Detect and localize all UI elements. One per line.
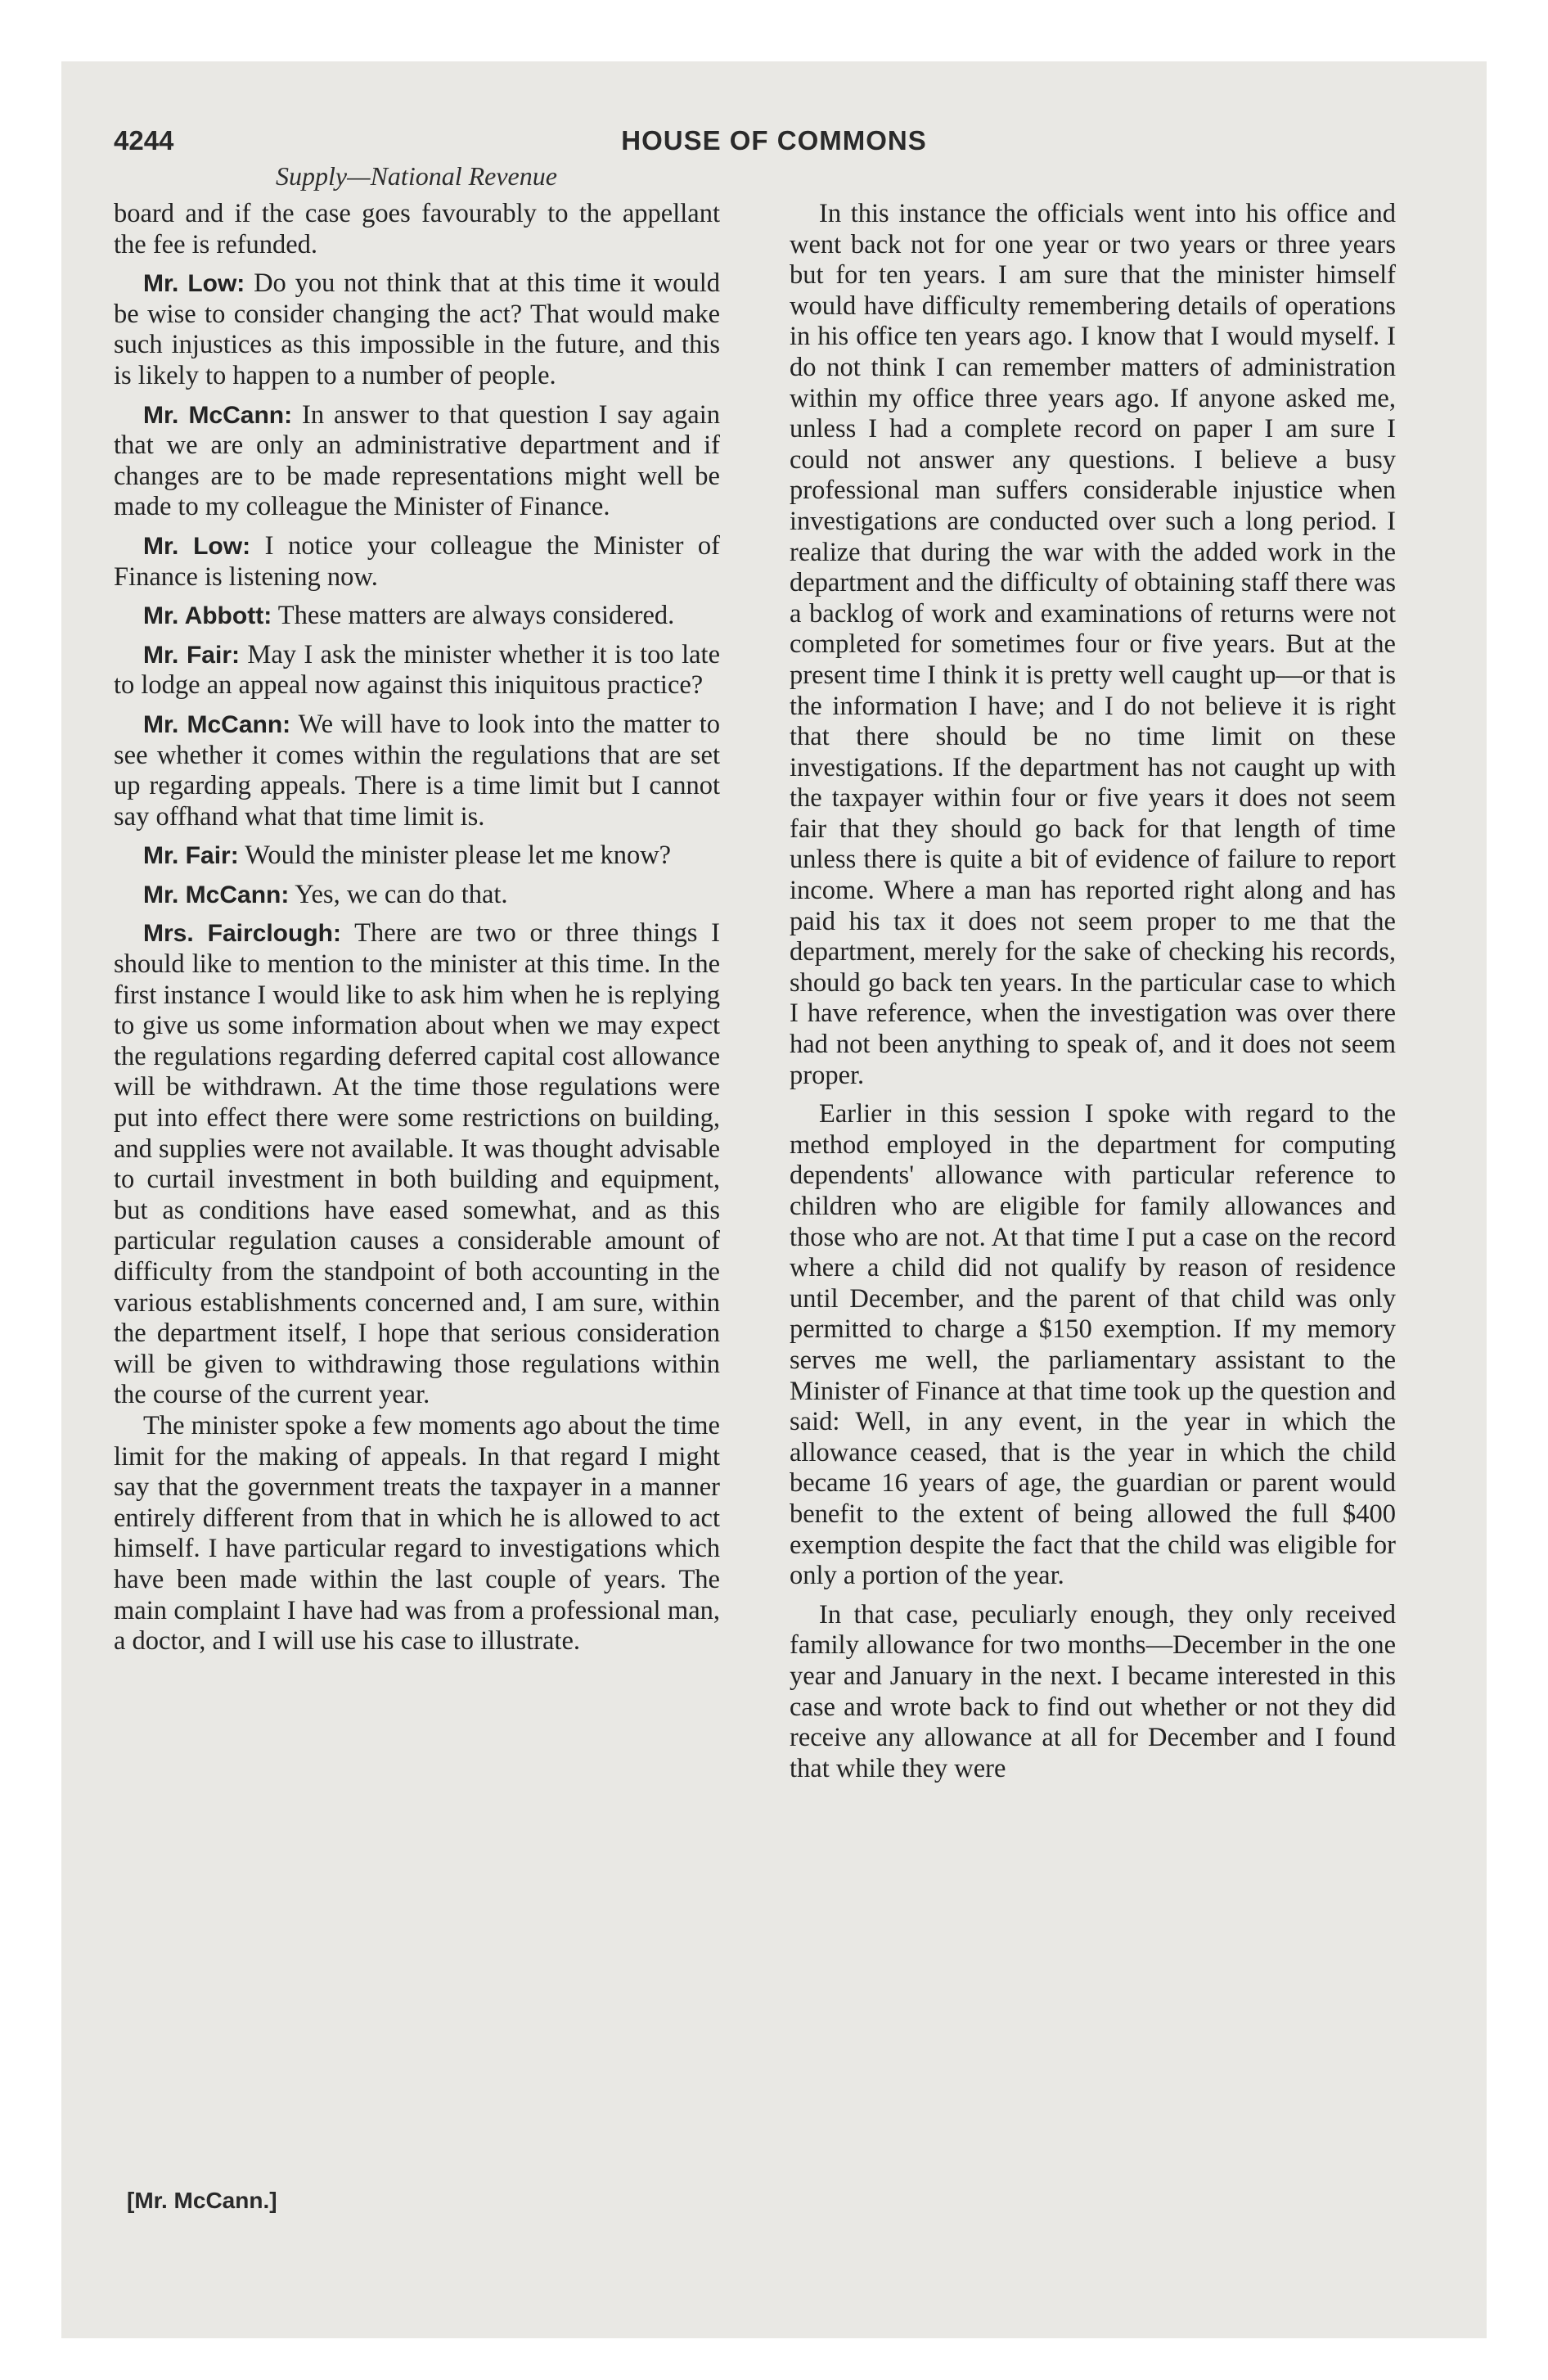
paragraph xyxy=(114,601,720,632)
speaker-name: Mr. Fair: xyxy=(143,842,239,870)
paragraph-text: board and if the case goes favourably to the appellant the fee is refunded. xyxy=(114,199,720,259)
paragraph xyxy=(114,268,720,391)
paragraph xyxy=(114,918,720,1411)
speaker-name: Mr. Fair: xyxy=(143,641,240,669)
paragraph-text: In answer to that question I say again that we are only an administrative department and if changes are to be made representations might well be made to my colleague the Minister of Finance. xyxy=(114,399,720,522)
paragraph-text: There are two or three things I should like to mention to the minister at this time. In the first instance I would like to ask him when he is replying to give us some information about when we may expect the regulations regarding deferred capital cost allowance will be withdrawn. At the time those regulations were put into effect there were some restrictions on building, and supplies were not available. It was thought advisable to curtail investment in both building and equipment, but as conditions have eased somewhat, and as this particular regulation causes a considerable amount of difficulty from the standpoint of both accounting in the various establishments concerned and, I am sure, within the department itself, I hope that serious consideration will be given to withdrawing those regulations within the course of the current year. xyxy=(114,918,720,1410)
speaker-name: Mr. Low: xyxy=(143,270,245,298)
paragraph xyxy=(114,880,720,911)
paragraph-text: Do you not think that at this time it would be wise to consider changing the act? That would make such injustices as this impossible in the future, and this is likely to happen to a number of people. xyxy=(114,268,721,390)
left-column xyxy=(114,199,720,1666)
paragraph-text: These matters are always considered. xyxy=(272,601,675,631)
speaker-name: Mr. McCann: xyxy=(143,401,293,429)
speaker-name: Mr. McCann: xyxy=(143,710,291,738)
paragraph: In this instance the officials went into his office and went back not for one year or two years or three years but for ten years. I am sure that the minister himself would have difficulty remembering details of operations in his office ten years ago. I know that I would myself. I do not think I can remember matters of administration within my office three years ago. If anyone asked me, unless I had a complete record on paper I am sure I could not answer any questions. I believe a busy professional man suffers considerable injustice when investigations are conducted over such a long period. I realize that during the war with the added work in the department and the difficulty of obtaining staff there was a backlog of work and examinations of returns were not completed for sometimes four or five years. But at the present time I think it is pretty well caught up—or that is the information I have; and I do not believe it is right that there should be no time limit on these investigations. If the department has not caught up with the taxpayer within four or five years it does not seem fair that they should go back for that length of time unless there is quite a bit of evidence of failure to report income. Where a man has reported right along and has paid his tax it does not seem proper to me that the department, merely for the sake of checking his records, should go back ten years. In the particular case to which I have reference, when the investigation was over there had not been anything to speak of, and it does not seem proper. xyxy=(790,199,1396,1090)
paragraph xyxy=(114,1411,720,1657)
paragraph xyxy=(114,199,720,260)
page-title: HOUSE OF COMMONS xyxy=(621,125,927,156)
paragraph: In that case, peculiarly enough, they only received family allowance for two months—December in the one year and January in the next. I became interested in this case and wrote back to find out whether or not they did receive any allowance at all for December and I found that while they were xyxy=(790,1599,1396,1783)
paragraph xyxy=(114,531,720,593)
paragraph-text: May I ask the minister whether it is too late to lodge an appeal now against this iniquitous practice? xyxy=(114,639,720,701)
scanned-page xyxy=(61,61,1487,2338)
page-number: 4244 xyxy=(114,125,174,156)
speaker-name: Mrs. Fairclough: xyxy=(143,920,341,948)
paragraph-text: Yes, we can do that. xyxy=(289,879,508,909)
paragraph xyxy=(114,841,720,872)
paragraph-text: We will have to look into the matter to see whether it comes within the regulations that are set up regarding appeals. There is a time limit but I cannot say offhand what that time limit is. xyxy=(114,709,720,832)
paragraph xyxy=(114,400,720,523)
paragraph-text: The minister spoke a few moments ago about the time limit for the making of appeals. In that regard I might say that the government treats the taxpayer in a manner entirely different from that in which he is allowed to act himself. I have particular regard to investigations which have been made within the last couple of years. The main complaint I have had was from a professional man, a doctor, and I will use his case to illustrate. xyxy=(114,1410,720,1657)
paragraph-text: Would the minister please let me know? xyxy=(238,841,672,871)
footer-attribution: [Mr. McCann.] xyxy=(127,2188,277,2213)
speaker-name: Mr. McCann: xyxy=(143,881,290,908)
paragraph xyxy=(114,640,720,701)
paragraph-text: I notice your colleague the Minister of Finance is listening now. xyxy=(114,530,720,592)
running-head: Supply—National Revenue xyxy=(276,161,557,191)
speaker-name: Mr. Abbott: xyxy=(143,602,272,630)
right-column xyxy=(790,199,1396,1792)
paragraph: Earlier in this session I spoke with regard to the method employed in the department for computing dependents' allowance with particular reference to children who are eligible for family allowances and those who are not. At that time I put a case on the record where a child did not qualify by reason of residence until December, and the parent of that child was only permitted to charge a $150 exemption. If my memory serves me well, the parliamentary assistant to the Minister of Finance at that time took up the question and said: Well, in any event, in the year in which the allowance ceased, that is the year in which the child became 16 years of age, the guardian or parent would benefit to the extent of being allowed the full $400 exemption despite the fact that the child was eligible for only a portion of the year. xyxy=(790,1099,1396,1591)
speaker-name: Mr. Low: xyxy=(143,532,251,560)
paragraph xyxy=(114,710,720,832)
